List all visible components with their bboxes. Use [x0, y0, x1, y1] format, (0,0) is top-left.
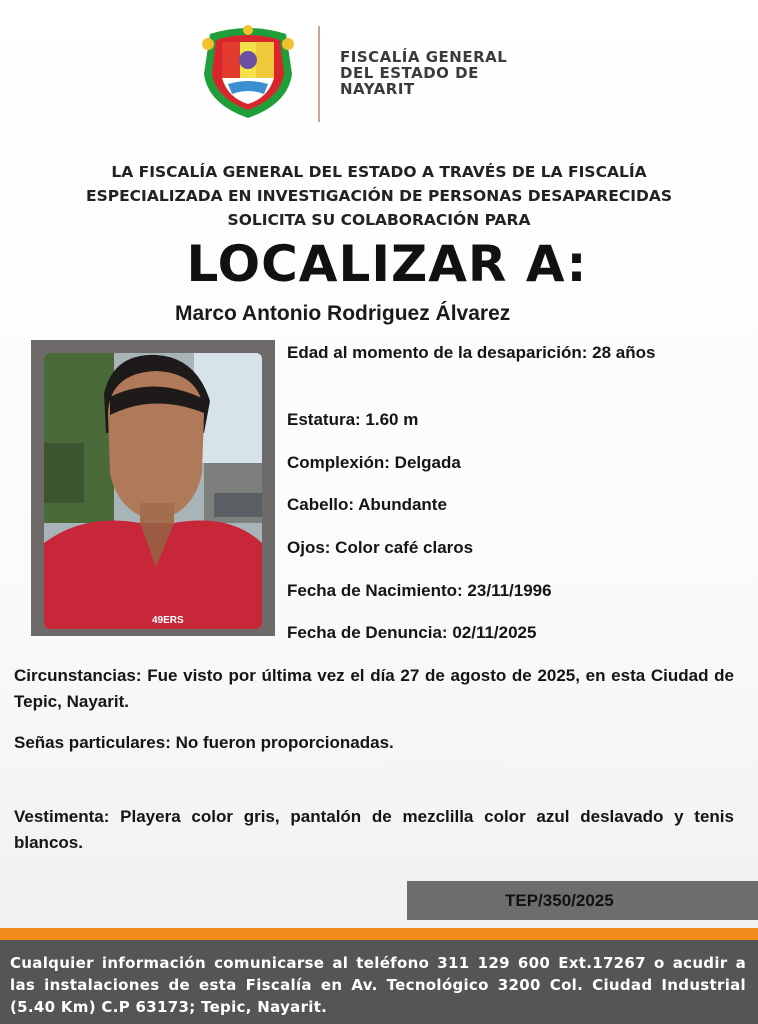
field-report-date: Fecha de Denuncia: 02/11/2025	[287, 623, 537, 642]
agency-line-2: DEL ESTADO DE	[340, 64, 479, 82]
field-hair: Cabello: Abundante	[287, 495, 447, 514]
headline: LOCALIZAR A:	[186, 235, 588, 293]
shirt-text: 49ERS	[152, 615, 184, 626]
footer-contact-text: Cualquier información comunicarse al teléfono 311 129 600 Ext.17267 o acudir a las instalaciones de esta Fiscalía en Av. Tecnológico 3200 Col. Ciudad Industrial (5.40 Km) C.P 63173; Tepic, Nayarit.	[10, 954, 746, 1016]
agency-line-1: FISCALÍA GENERAL	[340, 48, 508, 66]
state-seal-logo	[196, 24, 300, 122]
circumstances-text: Circunstancias: Fue visto por última vez el día 27 de agosto de 2025, en esta Ciudad de Tepic, Nayarit.	[14, 666, 734, 711]
intro-line-2: ESPECIALIZADA EN INVESTIGACIÓN DE PERSONAS DESAPARECIDAS	[85, 187, 672, 205]
field-eyes: Ojos: Color café claros	[287, 538, 474, 557]
agency-line-3: NAYARIT	[340, 80, 415, 98]
field-age: Edad al momento de la desaparición: 28 años	[287, 343, 656, 362]
field-height: Estatura: 1.60 m	[287, 410, 419, 429]
person-name: Marco Antonio Rodriguez Álvarez	[175, 302, 511, 325]
agency-name	[340, 49, 600, 97]
clothing-text: Vestimenta: Playera color gris, pantalón de mezclilla color azul deslavado y tenis blancos.	[14, 807, 734, 852]
intro-line-3: SOLICITA SU COLABORACIÓN PARA	[227, 211, 531, 229]
field-build: Complexión: Delgada	[287, 453, 461, 472]
distinguishing-marks-text: Señas particulares: No fueron proporcionadas.	[14, 733, 394, 752]
person-photo	[44, 353, 262, 629]
header-divider	[318, 26, 320, 122]
intro-line-1: LA FISCALÍA GENERAL DEL ESTADO A TRAVÉS DE LA FISCALÍA	[111, 163, 647, 181]
footer	[0, 940, 758, 1024]
case-number-box	[407, 881, 758, 920]
footer-accent-bar	[0, 928, 758, 940]
case-number: TEP/350/2025	[505, 891, 614, 910]
photo-frame	[31, 340, 275, 636]
intro-text	[0, 160, 758, 232]
field-birthdate: Fecha de Nacimiento: 23/11/1996	[287, 581, 552, 600]
